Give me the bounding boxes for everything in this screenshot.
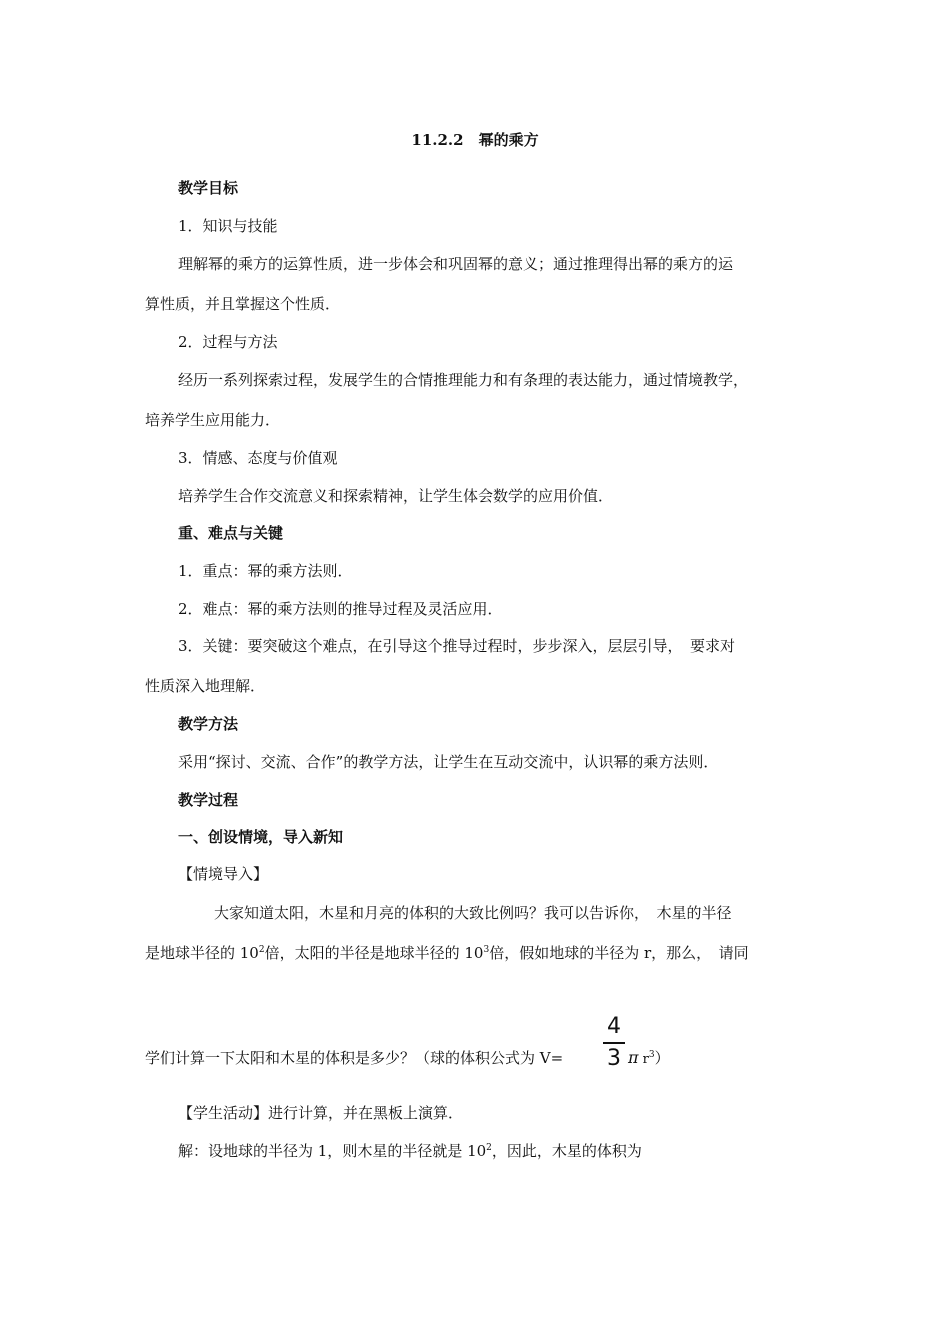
goal2-text-line1: 经历一系列探索过程，发展学生的合情推理能力和有条理的表达能力，通过情境教学， xyxy=(178,371,749,389)
activity-text: 进行计算，并在黑板上演算． xyxy=(268,1104,464,1122)
goal1-text-line2: 算性质，并且掌握这个性质． xyxy=(145,295,341,313)
key-point-1: 1．重点：幂的乘方法则． xyxy=(178,562,353,580)
method-text: 采用“探讨、交流、合作”的教学方法，让学生在互动交流中，认识幂的乘方法则． xyxy=(178,753,719,771)
key-point-3-line2: 性质深入地理解． xyxy=(145,677,266,695)
goal3-heading: 3．情感、态度与价值观 xyxy=(178,449,338,467)
fraction-numerator: 4 xyxy=(607,1014,621,1039)
fraction-four-thirds xyxy=(603,1014,625,1072)
intro-text-line1: 大家知道太阳，木星和月亮的体积的大致比例吗？我可以告诉你， 木星的半径 xyxy=(214,904,732,922)
goal1-heading: 1．知识与技能 xyxy=(178,217,278,235)
volume-formula-tail: π $r^3$） xyxy=(628,1048,670,1067)
fraction-denominator: 3 xyxy=(607,1046,621,1071)
goal3-text-line1: 培养学生合作交流意义和探索精神，让学生体会数学的应用价值． xyxy=(178,487,614,505)
key-heading: 重、难点与关键 xyxy=(178,524,284,542)
process-heading: 教学过程 xyxy=(178,791,239,809)
intro-label: 【情境导入】 xyxy=(178,865,269,883)
goal2-heading: 2．过程与方法 xyxy=(178,333,278,351)
goal2-text-line2: 培养学生应用能力． xyxy=(145,411,281,429)
student-activity xyxy=(178,1103,463,1123)
key-point-3-line1: 3．关键：要突破这个难点，在引导这个推导过程时，步步深入，层层引导， 要求对 xyxy=(178,637,736,655)
goals-heading: 教学目标 xyxy=(178,179,239,197)
fraction-bar xyxy=(603,1042,625,1044)
activity-label: 【学生活动】 xyxy=(178,1104,269,1122)
intro-text-line3: 学们计算一下太阳和木星的体积是多少？（球的体积公式为 V= xyxy=(145,1049,564,1067)
part1-heading: 一、创设情境，导入新知 xyxy=(178,828,344,846)
page-title: 11.2.2 幂的乘方 xyxy=(411,131,539,149)
goal1-text-line1: 理解幂的乘方的运算性质，进一步体会和巩固幂的意义；通过推理得出幂的乘方的运 xyxy=(178,255,734,273)
method-heading: 教学方法 xyxy=(178,715,239,733)
key-point-2: 2．难点：幂的乘方法则的推导过程及灵活应用． xyxy=(178,600,503,618)
solution-line: 解：设地球的半径为 1，则木星的半径就是 $10^2$，因此，木星的体积为 xyxy=(178,1142,642,1160)
intro-text-line2: 是地球半径的 $10^2$倍，太阳的半径是地球半径的 $10^3$倍，假如地球的半径为 r，那么， 请同 xyxy=(145,944,749,962)
